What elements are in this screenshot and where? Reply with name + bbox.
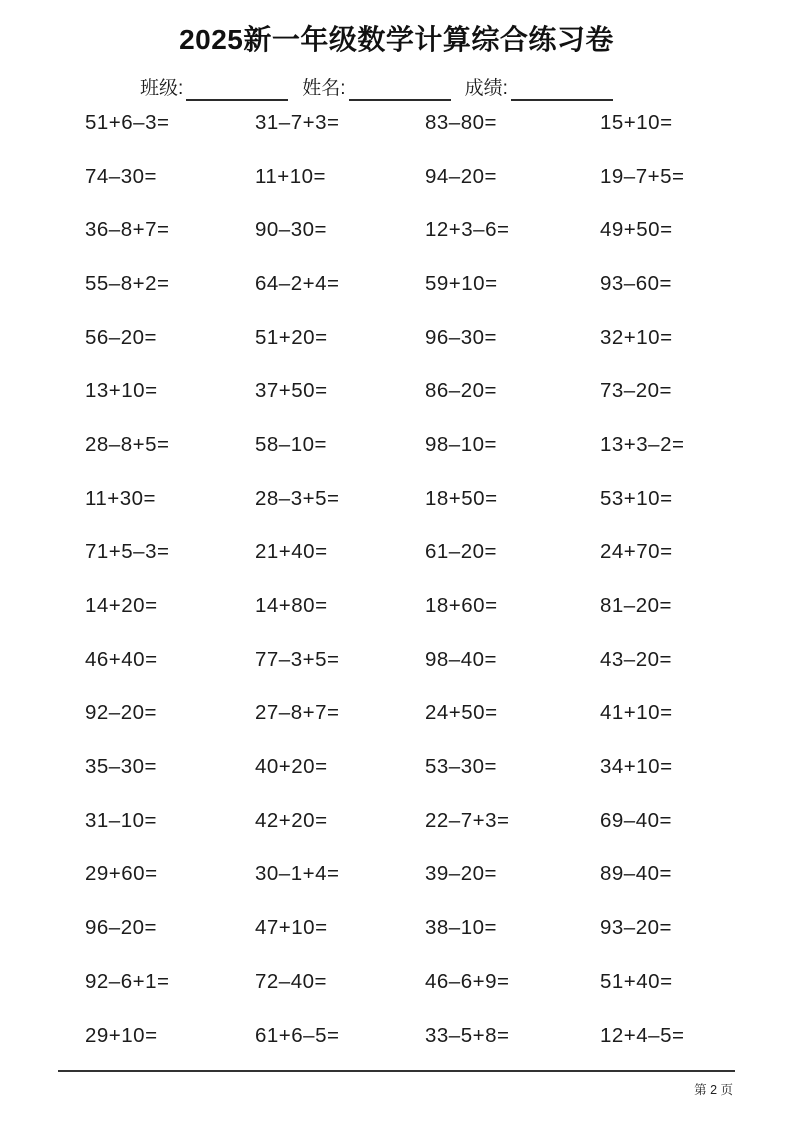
problem: 29+10=	[85, 1023, 158, 1047]
problem: 38–10=	[425, 916, 497, 940]
problem: 31–10=	[85, 808, 157, 832]
problem: 22–7+3=	[425, 808, 510, 832]
problem: 24+50=	[425, 701, 498, 725]
problem: 41+10=	[600, 701, 673, 725]
problem: 29+60=	[85, 862, 158, 886]
problem: 39–20=	[425, 862, 497, 886]
problem: 18+50=	[425, 486, 498, 510]
problem: 46+40=	[85, 647, 158, 671]
problem: 83–80=	[425, 110, 497, 134]
problem: 12+4–5=	[600, 1023, 685, 1047]
problem: 93–20=	[600, 916, 672, 940]
problem: 86–20=	[425, 379, 497, 403]
problem: 30–1+4=	[255, 862, 340, 886]
problem: 71+5–3=	[85, 540, 170, 564]
problem: 61+6–5=	[255, 1023, 340, 1047]
page-title: 2025新一年级数学计算综合练习卷	[179, 24, 614, 55]
problem: 56–20=	[85, 325, 157, 349]
problem: 43–20=	[600, 647, 672, 671]
problem: 19–7+5=	[600, 164, 685, 188]
problem: 46–6+9=	[425, 969, 510, 993]
problem: 93–60=	[600, 271, 672, 295]
problem: 49+50=	[600, 218, 673, 242]
problem: 53+10=	[600, 486, 673, 510]
problem: 31–7+3=	[255, 110, 340, 134]
problem: 15+10=	[600, 110, 673, 134]
problem: 51+40=	[600, 969, 673, 993]
problem: 77–3+5=	[255, 647, 340, 671]
footer-rule	[58, 1070, 735, 1072]
problem: 53–30=	[425, 755, 497, 779]
problem: 13+10=	[85, 379, 158, 403]
problem: 21+40=	[255, 540, 328, 564]
problem: 92–6+1=	[85, 969, 170, 993]
problem: 40+20=	[255, 755, 328, 779]
problem: 11+30=	[85, 486, 157, 510]
problem: 92–20=	[85, 701, 157, 725]
problem: 96–30=	[425, 325, 497, 349]
class-label: 班级:	[140, 78, 184, 99]
problem: 14+80=	[255, 594, 328, 618]
problem: 90–30=	[255, 218, 327, 242]
problem: 13+3–2=	[600, 432, 685, 456]
problem: 34+10=	[600, 755, 673, 779]
problem: 33–5+8=	[425, 1023, 510, 1047]
problem: 94–20=	[425, 164, 497, 188]
problem: 51+20=	[255, 325, 328, 349]
problem: 27–8+7=	[255, 701, 340, 725]
problem: 55–8+2=	[85, 271, 170, 295]
problem: 58–10=	[255, 432, 327, 456]
problem: 61–20=	[425, 540, 497, 564]
problem: 32+10=	[600, 325, 673, 349]
problem: 37+50=	[255, 379, 328, 403]
problem: 89–40=	[600, 862, 672, 886]
problems-grid	[85, 96, 793, 1062]
problem: 73–20=	[600, 379, 672, 403]
problem: 59+10=	[425, 271, 498, 295]
problem: 24+70=	[600, 540, 673, 564]
problem: 35–30=	[85, 755, 157, 779]
problem: 98–10=	[425, 432, 497, 456]
problem: 98–40=	[425, 647, 497, 671]
name-label: 姓名:	[302, 78, 346, 99]
problem: 14+20=	[85, 594, 158, 618]
problem: 74–30=	[85, 164, 157, 188]
problem: 96–20=	[85, 916, 157, 940]
problem: 51+6–3=	[85, 110, 170, 134]
problem: 42+20=	[255, 808, 328, 832]
problem: 12+3–6=	[425, 218, 510, 242]
problem: 28–3+5=	[255, 486, 340, 510]
problem: 11+10=	[255, 164, 327, 188]
problem: 47+10=	[255, 916, 328, 940]
problem: 64–2+4=	[255, 271, 340, 295]
problem: 36–8+7=	[85, 218, 170, 242]
problem: 72–40=	[255, 969, 327, 993]
page-number: 第 2 页	[694, 1083, 733, 1097]
problem: 18+60=	[425, 594, 498, 618]
score-label: 成绩:	[464, 78, 508, 99]
problem: 28–8+5=	[85, 432, 170, 456]
problem: 81–20=	[600, 594, 672, 618]
problem: 69–40=	[600, 808, 672, 832]
